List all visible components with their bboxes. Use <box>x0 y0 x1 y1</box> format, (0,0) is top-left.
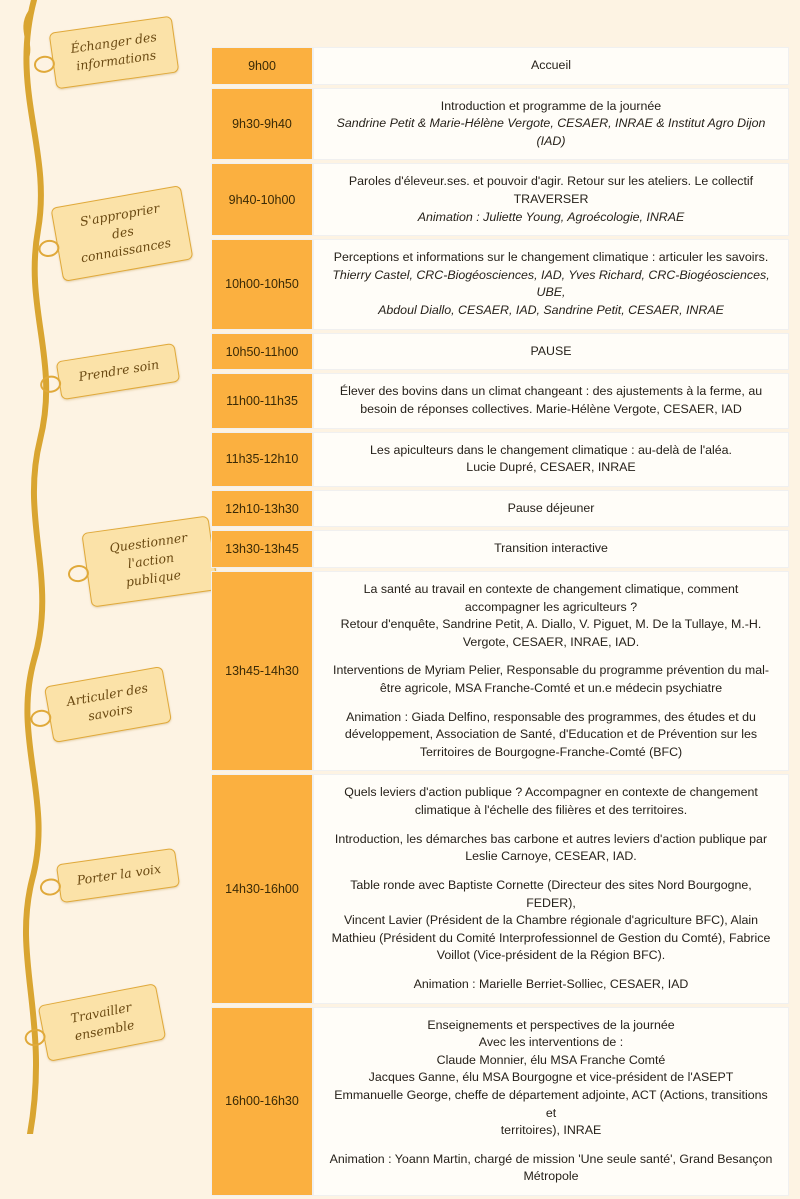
schedule-row <box>211 333 789 371</box>
schedule-row <box>211 530 789 568</box>
session-paragraph <box>328 249 774 319</box>
session-line: Élever des bovins dans un climat changeant : des ajustements à la ferme, au <box>339 384 763 399</box>
session-paragraph <box>328 877 774 965</box>
session-paragraph <box>328 709 774 762</box>
session-description <box>313 333 789 371</box>
schedule-row <box>211 163 789 236</box>
session-line: TRAVERSER <box>513 192 589 207</box>
session-description <box>313 490 789 528</box>
theme-tag-label: Articuler des savoirs <box>65 679 150 724</box>
schedule-row <box>211 490 789 528</box>
schedule-table <box>211 44 789 1199</box>
session-paragraph <box>328 442 774 477</box>
session-description <box>313 47 789 85</box>
session-line: Les apiculteurs dans le changement climatique : au-delà de l'aléa. <box>370 442 732 457</box>
session-paragraph <box>328 831 774 866</box>
session-line: Retour d'enquête, Sandrine Petit, A. Diallo, V. Piguet, M. De la Tullaye, M.-H. <box>340 617 762 632</box>
session-line: Emmanuelle George, cheffe de département adjointe, ACT (Actions, transitions et <box>334 1087 768 1120</box>
session-line: Interventions de Myriam Pelier, Responsable du programme prévention du mal- <box>333 663 769 678</box>
session-time: 16h00-16h30 <box>211 1007 313 1196</box>
session-line: Introduction, les démarches bas carbone et autres leviers d'action publique par <box>334 831 768 846</box>
session-line: Animation : Marielle Berriet-Solliec, CESAER, IAD <box>413 976 689 991</box>
schedule-row <box>211 373 789 428</box>
session-paragraph <box>328 1017 774 1140</box>
session-paragraph <box>328 976 774 994</box>
session-line: Animation : Yoann Martin, chargé de mission 'Une seule santé', Grand Besançon <box>329 1151 773 1166</box>
session-paragraph <box>328 383 774 418</box>
session-line: territoires), INRAE <box>500 1123 602 1138</box>
session-line: besoin de réponses collectives. Marie-Hélène Vergote, CESAER, IAD <box>360 401 742 416</box>
session-line: accompagner les agriculteurs ? <box>464 599 638 614</box>
schedule-row <box>211 47 789 85</box>
session-line: La santé au travail en contexte de changement climatique, comment <box>363 581 739 596</box>
session-time: 10h00-10h50 <box>211 239 313 329</box>
session-line: Animation : Giada Delfino, responsable des programmes, des études et du <box>346 709 756 724</box>
theme-tag-label: Travailler ensemble <box>69 999 136 1044</box>
theme-tag-label: Prendre soin <box>77 356 161 385</box>
session-time: 14h30-16h00 <box>211 774 313 1003</box>
session-time: 13h30-13h45 <box>211 530 313 568</box>
schedule-row <box>211 88 789 161</box>
session-description <box>313 239 789 329</box>
session-line: Accueil <box>531 58 571 72</box>
session-paragraph <box>328 173 774 226</box>
session-line: Enseignements et perspectives de la journée <box>427 1017 675 1032</box>
session-line: Sandrine Petit & Marie-Hélène Vergote, CESAER, INRAE & Institut Agro Dijon (IAD) <box>336 116 766 148</box>
session-line: climatique à l'échelle des filières et des territoires. <box>414 803 688 818</box>
session-line: Thierry Castel, CRC-Biogéosciences, IAD, Yves Richard, CRC-Biogéosciences, UBE, <box>332 267 770 300</box>
session-line: Jacques Ganne, élu MSA Bourgogne et vice-président de l'ASEPT <box>368 1070 734 1085</box>
session-description <box>313 373 789 428</box>
decorative-ribbon <box>0 0 210 1134</box>
session-line: Abdoul Diallo, CESAER, IAD, Sandrine Petit, CESAER, INRAE <box>378 303 724 318</box>
theme-tag-label: Porter la voix <box>75 861 162 888</box>
session-time: 12h10-13h30 <box>211 490 313 528</box>
session-paragraph <box>328 1151 774 1186</box>
session-paragraph <box>328 784 774 819</box>
session-description <box>313 530 789 568</box>
session-line: Avec les interventions de : <box>478 1035 624 1050</box>
theme-tag-label: S'approprier des connaissances <box>78 200 173 266</box>
session-line: Leslie Carnoye, CESEAR, IAD. <box>465 849 637 864</box>
session-line: PAUSE <box>530 343 572 358</box>
session-time: 9h30-9h40 <box>211 88 313 161</box>
session-paragraph <box>328 581 774 651</box>
session-line: Mathieu (Président du Comité Interprofessionnel de Gestion du Comté), Fabrice <box>331 930 771 945</box>
session-line: Lucie Dupré, CESAER, INRAE <box>466 460 636 475</box>
session-time: 9h40-10h00 <box>211 163 313 236</box>
session-line: Table ronde avec Baptiste Cornette (Directeur des sites Nord Bourgogne, FEDER), <box>350 877 752 910</box>
session-description <box>313 774 789 1003</box>
session-paragraph <box>328 343 774 361</box>
session-paragraph <box>328 500 774 518</box>
session-line: Pause déjeuner <box>507 500 595 515</box>
session-line: Territoires de Bourgogne-Franche-Comté (BFC) <box>419 744 683 759</box>
session-line: Claude Monnier, élu MSA Franche Comté <box>436 1052 666 1067</box>
session-line: Vergote, CESAER, INRAE, IAD. <box>462 634 640 649</box>
session-description <box>313 88 789 161</box>
session-line: Voillot (Vice-président de la Région BFC). <box>436 948 666 963</box>
schedule-row <box>211 571 789 771</box>
session-description <box>313 432 789 487</box>
session-line: Introduction et programme de la journée <box>440 98 662 113</box>
schedule-row <box>211 239 789 329</box>
session-description <box>313 571 789 771</box>
session-paragraph <box>328 98 774 151</box>
session-line: être agricole, MSA Franche-Comté et un.e médecin psychiatre <box>379 681 723 696</box>
session-time: 9h00 <box>211 47 313 85</box>
session-line: Transition interactive <box>494 541 608 556</box>
session-line: Paroles d'éleveur.ses. et pouvoir d'agir. Retour sur les ateliers. Le collectif <box>348 174 754 189</box>
session-description <box>313 1007 789 1196</box>
session-line: Perceptions et informations sur le changement climatique : articuler les savoirs. <box>333 250 769 265</box>
session-paragraph <box>328 57 774 75</box>
session-line: Métropole <box>523 1169 579 1184</box>
session-time: 13h45-14h30 <box>211 571 313 771</box>
session-line: Vincent Lavier (Président de la Chambre régionale d'agriculture BFC), Alain <box>344 913 758 928</box>
theme-tag-label: Questionner l'action publique <box>108 529 189 590</box>
session-description <box>313 163 789 236</box>
session-line: Quels leviers d'action publique ? Accompagner en contexte de changement <box>344 785 758 800</box>
session-time: 11h35-12h10 <box>211 432 313 487</box>
schedule-row <box>211 432 789 487</box>
schedule-row <box>211 1007 789 1196</box>
session-time: 10h50-11h00 <box>211 333 313 371</box>
theme-tag-label: Échanger des informations <box>69 28 158 74</box>
schedule-row <box>211 774 789 1003</box>
session-line: développement, Association de Santé, d'Education et de Prévention sur les <box>344 727 758 742</box>
session-line: Animation : Juliette Young, Agroécologie, INRAE <box>417 209 685 224</box>
session-paragraph <box>328 662 774 697</box>
session-time: 11h00-11h35 <box>211 373 313 428</box>
session-paragraph <box>328 540 774 558</box>
